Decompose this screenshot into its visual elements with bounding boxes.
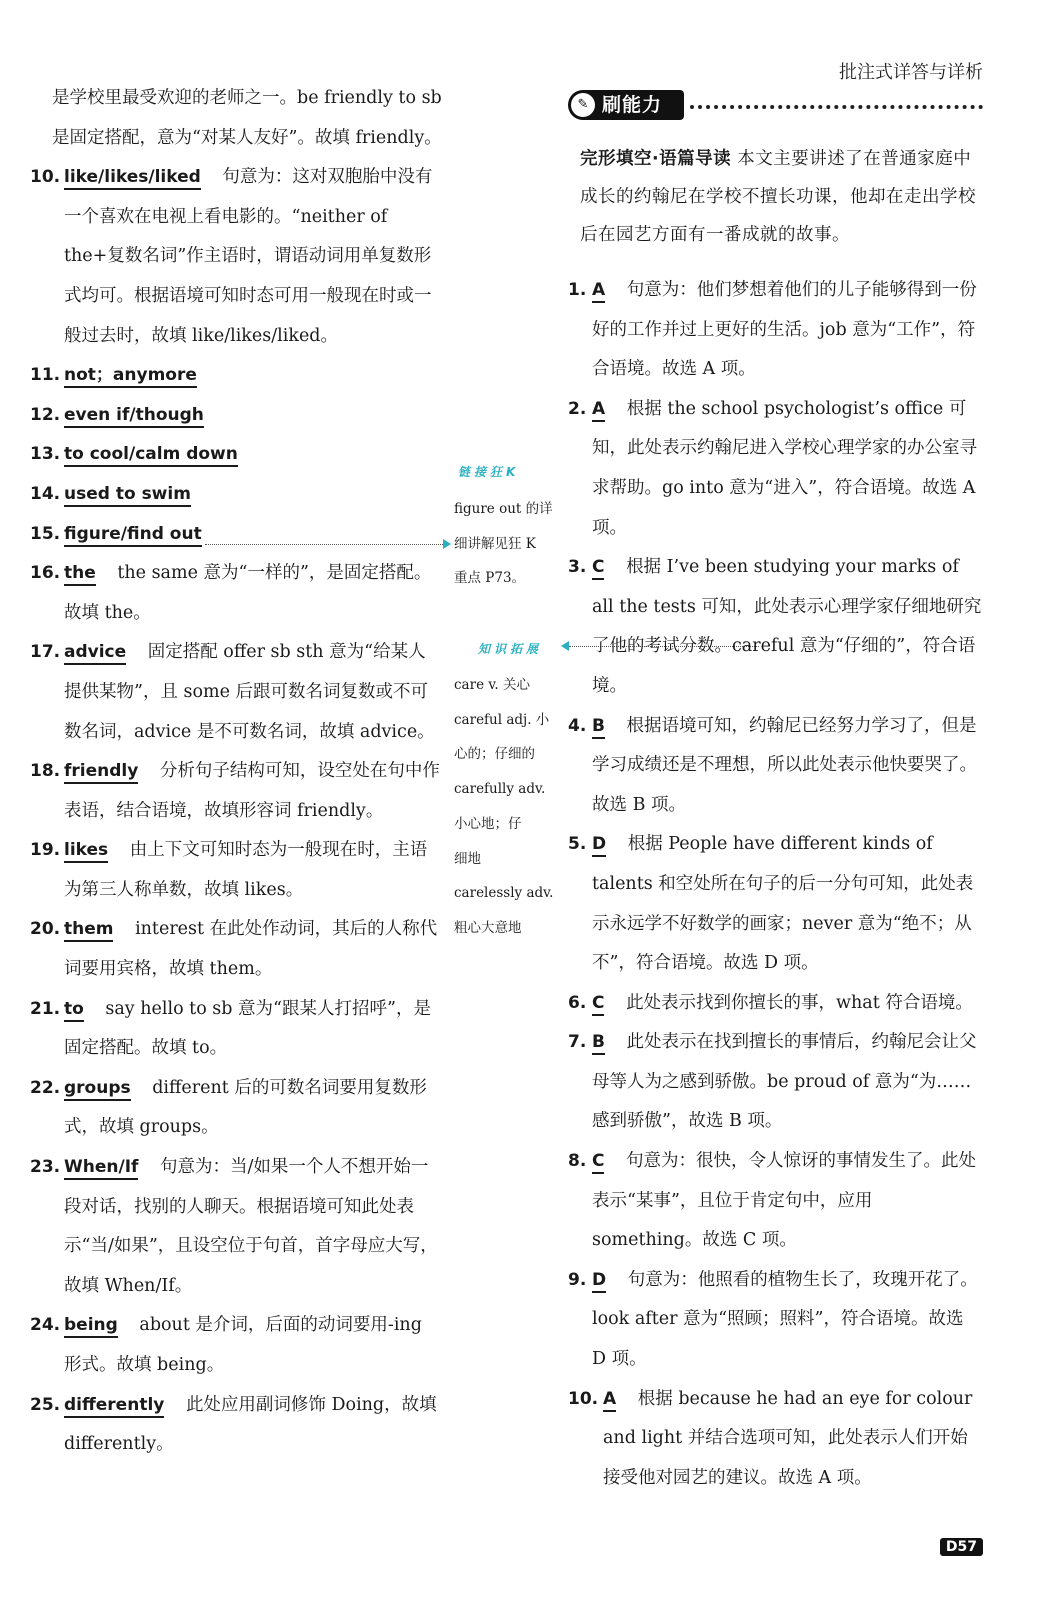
page-header-title: 批注式详答与详析: [839, 62, 983, 83]
dotted-divider: [690, 105, 983, 109]
note-line: 心的；仔细的: [454, 746, 535, 763]
item-number: 10.: [568, 1388, 599, 1409]
pencil-icon: ✎: [571, 93, 595, 117]
explanation-text: say hello to sb 意为“跟某人打招呼”，是固定搭配。故填 to。: [64, 998, 431, 1059]
answer-item-14: [30, 475, 442, 515]
explanation-text: 固定搭配 offer sb sth 意为“给某人提供某物”，且 some 后跟可数名词复数或不可数名词，advice 是不可数名词，故填 advice。: [64, 642, 435, 742]
explanation-text: 根据 People have different kinds of talents 和空处所在句子的后一分句可知，此处表示永远学不好数学的画家；never 意为“绝不；从不”，符合语境。故选 D 项。: [592, 834, 974, 974]
intro-label: 完形填空·语篇导读: [580, 149, 732, 169]
item-number: 25.: [30, 1394, 61, 1415]
answer-item-13: [30, 435, 442, 475]
answer-item-10: [30, 158, 442, 356]
answer-text: D: [592, 834, 606, 857]
item-number: 10.: [30, 167, 61, 188]
item-number: 17.: [30, 642, 61, 663]
answer-item-20: [30, 910, 442, 989]
item-number: 8.: [568, 1151, 587, 1172]
item-number: 18.: [30, 761, 61, 782]
explanation-text: 由上下文可知时态为一般现在时，主语为第三人称单数，故填 likes。: [64, 840, 428, 900]
cloze-item-1: [568, 271, 983, 390]
knowledge-note: [454, 668, 558, 946]
note-line: carelessly adv.: [454, 885, 554, 902]
item-number: 13.: [30, 444, 61, 465]
right-answer-column: [568, 271, 983, 1498]
item-number: 9.: [568, 1269, 587, 1290]
answer-text: even if/though: [64, 405, 204, 428]
cloze-item-8: [568, 1142, 983, 1261]
note-line: carefully adv.: [454, 781, 546, 798]
answer-text: likes: [64, 840, 108, 863]
item-number: 14.: [30, 483, 61, 504]
item-number: 2.: [568, 398, 587, 419]
explanation-text: 根据 the school psychologist’s office 可知，此处表示约翰尼进入学校心理学家的办公室寻求帮助。go into 意为“进入”，符合语境。故选 A 项。: [592, 398, 977, 538]
item-number: 7.: [568, 1032, 587, 1053]
explanation-text: 句意为：当/如果一个人不想开始一段对话，找别的人聊天。根据语境可知此处表示“当/如果”，且设空位于句首，首字母应大写，故填 When/If。: [64, 1157, 438, 1296]
explanation-text: 句意为：这对双胞胎中没有一个喜欢在电视上看电影的。“neither of the+复数名词”作主语时，谓语动词用单复数形式均可。根据语境可知时态可用一般现在时或一般过去时，故填 like/likes/liked。: [64, 167, 433, 346]
cloze-item-5: [568, 825, 983, 983]
answer-item-15: [30, 515, 442, 555]
page-number: D57: [940, 1538, 983, 1556]
answer-text: A: [603, 1389, 616, 1412]
answer-text: C: [592, 557, 604, 580]
note-line: 重点 P73。: [454, 570, 526, 587]
item-number: 1.: [568, 280, 587, 300]
section-badge: [568, 90, 684, 120]
answer-item-25: [30, 1386, 442, 1465]
continued-explanation: [30, 79, 442, 158]
item-number: 3.: [568, 557, 587, 578]
answer-text: When/If: [64, 1157, 138, 1180]
link-note-label: 链接狂K: [458, 465, 520, 479]
answer-text: B: [592, 1032, 605, 1055]
answer-text: C: [592, 1151, 604, 1174]
continued-line: 是学校里最受欢迎的老师之一。be friendly to sb: [52, 88, 442, 108]
arrow-right-icon: [443, 539, 451, 549]
continued-line: 是固定搭配，意为“对某人友好”。故填 friendly。: [52, 127, 442, 148]
explanation-text: 句意为：他们梦想着他们的儿子能够得到一份好的工作并过上更好的生活。job 意为“工作”，符合语境。故选 A 项。: [592, 280, 977, 380]
section-title: 刷能力: [602, 94, 663, 116]
cloze-item-6: [568, 984, 983, 1024]
explanation-text: 句意为：他照看的植物生长了，玫瑰开花了。look after 意为“照顾；照料”，符合语境。故选 D 项。: [592, 1269, 978, 1370]
answer-item-18: [30, 752, 442, 831]
answer-text: advice: [64, 642, 126, 665]
cloze-item-7: [568, 1023, 983, 1142]
answer-item-19: [30, 831, 442, 910]
answer-text: being: [64, 1315, 118, 1338]
item-number: 24.: [30, 1315, 61, 1336]
item-number: 5.: [568, 834, 587, 855]
note-line: care v. 关心: [454, 677, 530, 693]
item-number: 12.: [30, 404, 61, 425]
item-number: 6.: [568, 992, 587, 1013]
explanation-text: 此处表示找到你擅长的事，what 符合语境。: [626, 992, 973, 1013]
item-number: 23.: [30, 1157, 61, 1178]
answer-text: B: [592, 716, 605, 739]
knowledge-note-label: 知识拓展: [478, 642, 543, 656]
answer-text: the: [64, 563, 96, 586]
answer-item-24: [30, 1306, 442, 1385]
answer-text: not；anymore: [64, 365, 197, 388]
answer-text: groups: [64, 1078, 131, 1101]
answer-item-22: [30, 1069, 442, 1148]
link-connector-line: [205, 544, 445, 545]
answer-text: A: [592, 399, 605, 422]
note-line: careful adj. 小: [454, 711, 550, 728]
item-number: 16.: [30, 563, 61, 584]
answer-text: C: [592, 993, 604, 1016]
item-number: 4.: [568, 715, 587, 736]
note-line: 小心地；仔: [454, 815, 522, 832]
answer-text: friendly: [64, 761, 138, 784]
answer-text: D: [592, 1270, 606, 1293]
note-line: 粗心大意地: [454, 919, 522, 936]
section-header: [568, 86, 983, 126]
item-number: 19.: [30, 840, 61, 861]
explanation-text: about 是介词，后面的动词要用-ing 形式。故填 being。: [64, 1315, 422, 1375]
note-line: 细讲解见狂 K: [454, 535, 536, 552]
item-number: 20.: [30, 919, 61, 940]
answer-item-23: [30, 1148, 442, 1306]
left-answer-column: [30, 79, 442, 1465]
cloze-item-10: [568, 1380, 983, 1499]
answer-item-17: [30, 633, 442, 752]
note-line: 细地: [454, 850, 481, 867]
cloze-item-2: [568, 390, 983, 548]
answer-item-21: [30, 990, 442, 1069]
answer-text: to: [64, 999, 84, 1022]
explanation-text: 根据语境可知，约翰尼已经努力学习了，但是学习成绩还是不理想，所以此处表示他快要哭了。故选 B 项。: [592, 715, 977, 815]
answer-item-12: [30, 396, 442, 436]
cloze-item-9: [568, 1261, 983, 1380]
answer-text: them: [64, 919, 113, 942]
link-note: [454, 492, 558, 596]
answer-text: used to swim: [64, 484, 191, 507]
explanation-text: 分析句子结构可知，设空处在句中作表语，结合语境，故填形容词 friendly。: [64, 761, 440, 821]
answer-text: figure/find out: [64, 524, 202, 547]
item-number: 22.: [30, 1077, 61, 1098]
answer-text: A: [592, 280, 605, 303]
note-line: figure out 的详: [454, 501, 553, 517]
explanation-text: interest 在此处作动词，其后的人称代词要用宾格，故填 them。: [64, 919, 438, 980]
answer-item-16: [30, 554, 442, 633]
answer-text: differently: [64, 1395, 164, 1418]
explanation-text: 根据 I’ve been studying your marks of all the tests 可知，此处表示心理学家仔细地研究了他的考试分数。careful 意为“仔细的”，符合语境。: [592, 557, 982, 696]
explanation-text: 此处表示在找到擅长的事情后，约翰尼会让父母等人为之感到骄傲。be proud of 意为“为……感到骄傲”，故选 B 项。: [592, 1032, 977, 1132]
explanation-text: 此处应用副词修饰 Doing，故填 differently。: [64, 1394, 437, 1455]
intro-text: 本文主要讲述了在普通家庭中成长的约翰尼在学校不擅长功课，他却在走出学校后在园艺方面有一番成就的故事。: [580, 149, 976, 245]
cloze-item-4: [568, 707, 983, 826]
item-number: 15.: [30, 523, 61, 544]
passage-intro: [580, 140, 980, 254]
explanation-text: different 后的可数名词要用复数形式，故填 groups。: [64, 1077, 427, 1138]
explanation-text: the same 意为“一样的”，是固定搭配。故填 the。: [64, 563, 432, 623]
answer-text: like/likes/liked: [64, 167, 201, 190]
cloze-item-3: [568, 548, 983, 706]
explanation-text: 句意为：很快，令人惊讶的事情发生了。此处表示“某事”，且位于肯定句中，应用 something。故选 C 项。: [592, 1151, 977, 1251]
explanation-text: 根据 because he had an eye for colour and light 并结合选项可知，此处表示人们开始接受他对园艺的建议。故选 A 项。: [603, 1388, 973, 1488]
answer-text: to cool/calm down: [64, 444, 238, 467]
item-number: 11.: [30, 365, 61, 386]
item-number: 21.: [30, 998, 61, 1019]
answer-item-11: [30, 356, 442, 396]
